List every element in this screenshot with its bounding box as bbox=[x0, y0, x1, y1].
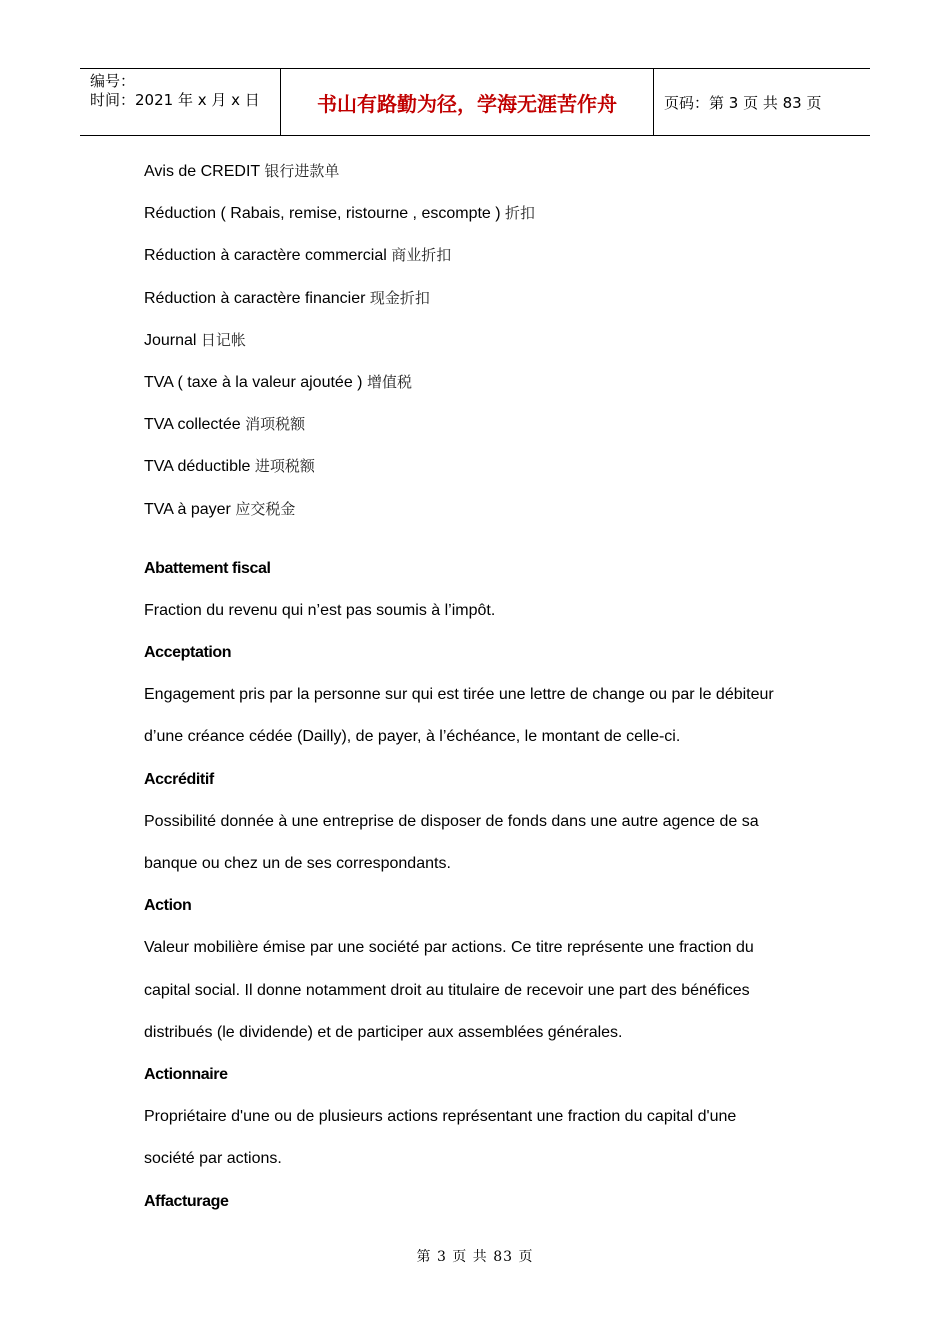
number-label: 编号： bbox=[90, 72, 136, 90]
page-footer: 第 3 页 共 83 页 bbox=[416, 1249, 534, 1265]
term-zh: 应交税金 bbox=[235, 499, 296, 518]
term-line bbox=[144, 445, 844, 487]
page-header bbox=[80, 68, 870, 136]
term-line bbox=[144, 277, 844, 319]
entry-title: Actionnaire bbox=[144, 1066, 228, 1084]
term-zh: 银行进款单 bbox=[264, 162, 340, 180]
term-fr: Journal bbox=[144, 331, 201, 349]
term-zh: 增值税 bbox=[366, 372, 412, 391]
entry-definition: société par actions. bbox=[144, 1150, 282, 1168]
header-motto: 书山有路勤为径，学海无涯苦作舟 bbox=[281, 69, 654, 135]
term-fr: TVA collectée bbox=[144, 416, 246, 434]
entry-definition: capital social. Il donne notamment droit au titulaire de recevoir une part des bénéfices bbox=[144, 981, 750, 999]
entry-definition: Engagement pris par la personne sur qui est tirée une lettre de change ou par le débiteur bbox=[144, 686, 774, 704]
document-body bbox=[144, 150, 844, 1223]
header-page-info: 页码：第 3 页 共 83 页 bbox=[664, 93, 822, 112]
term-line bbox=[144, 361, 844, 403]
entry-definition: d’une créance cédée (Dailly), de payer, à l’échéance, le montant de celle-ci. bbox=[144, 728, 681, 746]
term-fr: Réduction ( Rabais, remise, ristourne , escompte ) bbox=[144, 205, 506, 223]
entry-title: Action bbox=[144, 897, 192, 915]
date-label: 时间：2021 年 x 月 x 日 bbox=[90, 91, 260, 109]
term-line bbox=[144, 403, 844, 445]
term-zh: 消项税额 bbox=[245, 415, 306, 434]
term-fr: Réduction à caractère financier bbox=[144, 289, 370, 307]
entry-title: Accréditif bbox=[144, 770, 214, 788]
term-line bbox=[144, 234, 844, 276]
entry-definition: Propriétaire d'une ou de plusieurs actions représentant une fraction du capital d'une bbox=[144, 1108, 737, 1126]
entry-title: Acceptation bbox=[144, 644, 232, 662]
term-zh: 折扣 bbox=[505, 204, 536, 223]
term-fr: Avis de CREDIT bbox=[144, 163, 265, 180]
term-zh: 日记帐 bbox=[200, 330, 246, 349]
term-fr: TVA ( taxe à la valeur ajoutée ) bbox=[144, 373, 367, 391]
term-zh: 商业折扣 bbox=[391, 246, 452, 265]
entry-definition: banque ou chez un de ses correspondants. bbox=[144, 855, 451, 873]
term-line bbox=[144, 150, 844, 192]
entry-title: Abattement fiscal bbox=[144, 559, 271, 577]
term-fr: TVA à payer bbox=[144, 500, 236, 518]
header-meta bbox=[80, 69, 281, 135]
term-line bbox=[144, 488, 844, 530]
term-line bbox=[144, 319, 844, 361]
section-gap bbox=[144, 530, 844, 548]
entry-definition: Fraction du revenu qui n’est pas soumis à l’impôt. bbox=[144, 601, 496, 619]
term-zh: 现金折扣 bbox=[369, 288, 430, 307]
entry-definition: distribués (le dividende) et de participer aux assemblées générales. bbox=[144, 1023, 623, 1041]
entry-definition: Valeur mobilière émise par une société par actions. Ce titre représente une fraction du bbox=[144, 939, 754, 957]
term-zh: 进项税额 bbox=[254, 457, 315, 476]
term-fr: TVA déductible bbox=[144, 458, 255, 476]
term-fr: Réduction à caractère commercial bbox=[144, 247, 392, 265]
term-line bbox=[144, 192, 844, 234]
entry-title: Affacturage bbox=[144, 1192, 229, 1210]
entry-definition: Possibilité donnée à une entreprise de disposer de fonds dans une autre agence de sa bbox=[144, 812, 759, 830]
